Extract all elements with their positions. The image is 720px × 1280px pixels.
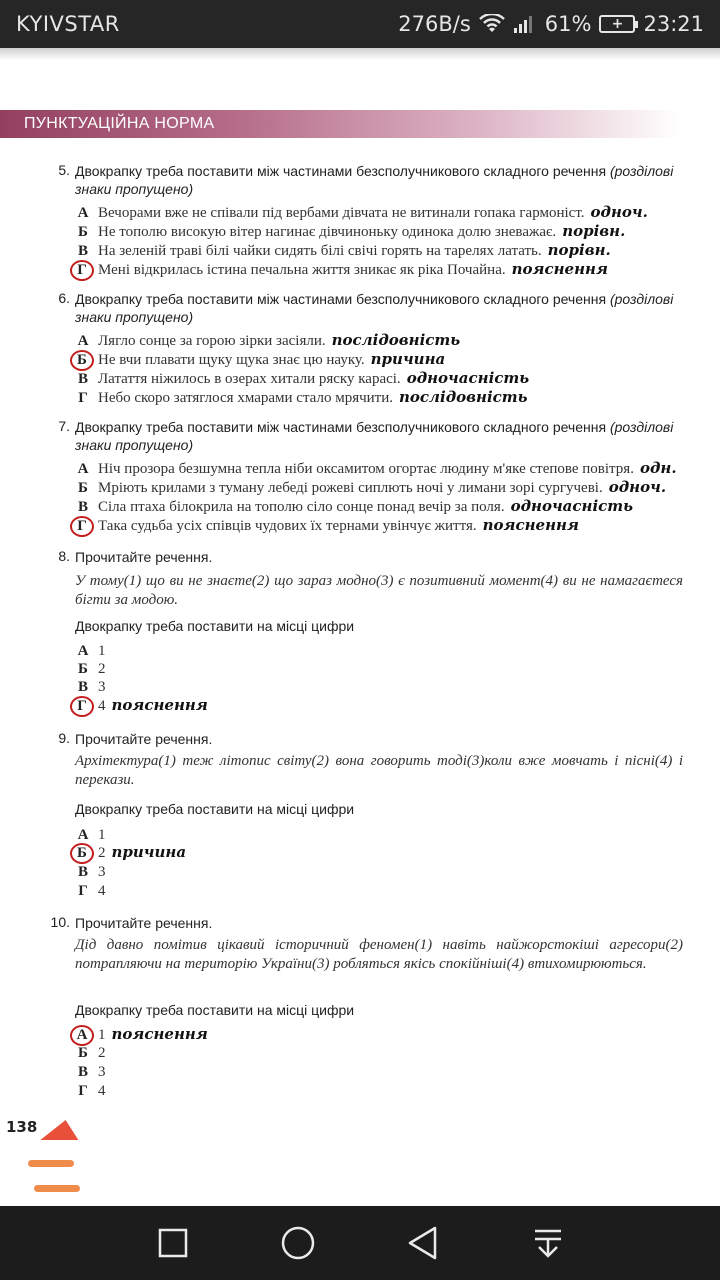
question-number: 5. <box>58 162 70 178</box>
question-note: (розділові знаки пропущено) <box>75 291 674 325</box>
battery-icon: + <box>599 15 635 33</box>
pull-down-icon <box>533 1228 563 1258</box>
circled-answer: Г <box>70 516 94 537</box>
handwritten-annotation: пояснення <box>511 260 608 278</box>
option[interactable]: Г Небо скоро затяглося хмарами стало мрячити. послідовність <box>78 388 528 406</box>
circle-icon <box>281 1226 315 1260</box>
question-text: Прочитайте речення. <box>75 549 213 565</box>
page-corner-decoration <box>40 1120 85 1140</box>
handwritten-annotation: одноч. <box>590 203 648 221</box>
option[interactable]: Б Мріють крилами з туману лебеді рожеві сиплють ночі у лимани зорі сургучеві. одноч. <box>78 478 667 496</box>
option[interactable]: Б 2 <box>78 661 106 677</box>
page-number: 138 <box>6 1118 38 1136</box>
sentence: Дід давно помітив цікавий історичний феномен(1) навіть найжорстокіші агресори(2) потрапляючи на територію України(3) робляться якісь спокійніші(4) втихомирюються. <box>75 937 683 972</box>
square-icon <box>158 1228 188 1258</box>
handwritten-annotation: одноч. <box>608 478 667 496</box>
question-number: 7. <box>58 418 70 434</box>
question-number: 9. <box>58 730 70 746</box>
handwritten-annotation: порівн. <box>547 241 611 259</box>
circled-answer: А <box>70 1025 94 1046</box>
back-button[interactable] <box>393 1213 453 1273</box>
handwritten-annotation: послідовність <box>399 388 528 406</box>
section-title: ПУНКТУАЦІЙНА НОРМА <box>0 110 680 138</box>
highlighter-mark <box>28 1160 74 1167</box>
question-number: 8. <box>58 548 70 564</box>
back-triangle-icon <box>407 1226 439 1260</box>
status-bar-shadow <box>0 48 720 60</box>
handwritten-annotation: порівн. <box>562 222 626 240</box>
option[interactable]: Г 4 <box>78 883 106 899</box>
network-speed: 276B/s <box>398 12 471 36</box>
navigation-bar <box>0 1206 720 1280</box>
circled-answer: Г <box>70 260 94 281</box>
option[interactable]: А 1 <box>77 827 106 843</box>
question-text: Двокрапку треба поставити між частинами безсполучникового складного речення (розділові знаки пропущено) <box>75 163 674 197</box>
option-selected[interactable]: Г Така судьба усіх співців чудових їх тернами увінчує життя. пояснення <box>72 516 712 535</box>
notifications-button[interactable] <box>518 1213 578 1273</box>
handwritten-annotation: пояснення <box>111 696 208 714</box>
handwritten-annotation: послідовність <box>331 331 461 349</box>
instruction: Двокрапку треба поставити на місці цифри <box>75 801 355 817</box>
home-button[interactable] <box>268 1213 328 1273</box>
carrier-name: KYIVSTAR <box>16 12 120 36</box>
handwritten-annotation: пояснення <box>482 516 579 534</box>
question-text: Двокрапку треба поставити між частинами безсполучникового складного речення (розділові знаки пропущено) <box>75 419 674 453</box>
option[interactable]: А Вечорами вже не співали під вербами дівчата не витинали гопака гармоніст. одноч. <box>77 203 648 221</box>
option[interactable]: Г 4 <box>78 1083 106 1099</box>
clock: 23:21 <box>643 12 704 36</box>
instruction: Двокрапку треба поставити на місці цифри <box>75 618 355 634</box>
option[interactable]: Б 2 <box>78 1045 106 1061</box>
circled-answer: Б <box>70 350 94 371</box>
option-selected[interactable]: Г 4 пояснення <box>72 696 712 715</box>
option-selected[interactable]: Г Мені відкрилась істина печальна життя зникає як ріка Почайна. пояснення <box>72 260 712 279</box>
instruction: Двокрапку треба поставити на місці цифри <box>75 1002 355 1018</box>
question-note: (розділові знаки пропущено) <box>75 163 674 197</box>
option-selected[interactable]: А 1 пояснення <box>72 1025 712 1044</box>
question-note: (розділові знаки пропущено) <box>75 419 674 453</box>
document-page[interactable] <box>0 60 720 1206</box>
sentence: У тому(1) що ви не знаєте(2) що зараз модно(3) є позитивний момент(4) ви не намагаєтеся бігти за модою. <box>75 573 683 608</box>
option[interactable]: А Лягло сонце за горою зірки засіяли. послідовність <box>77 331 461 349</box>
battery-level: 61% <box>544 12 592 36</box>
option[interactable]: В Сіла птаха білокрила на тополю сіло сонце понад вечір за поля. одночасність <box>77 497 634 515</box>
question-text: Двокрапку треба поставити між частинами безсполучникового складного речення (розділові знаки пропущено) <box>75 291 674 325</box>
status-bar <box>0 0 720 48</box>
option-selected[interactable]: Б 2 причина <box>72 843 712 862</box>
option[interactable]: Б Не тополю високую вітер нагинає дівчиноньку одинока долю зневажає. порівн. <box>78 222 626 240</box>
question-number: 10. <box>50 914 70 930</box>
question-text: Прочитайте речення. <box>75 915 213 931</box>
handwritten-annotation: одночасність <box>406 369 530 387</box>
highlighter-mark <box>34 1185 80 1192</box>
recents-button[interactable] <box>143 1213 203 1273</box>
status-right <box>398 12 704 36</box>
option[interactable]: А Ніч прозора безшумна тепла ніби оксамитом огортає людину м'яке степове повітря. одн. <box>77 459 677 477</box>
wifi-icon <box>479 14 505 34</box>
circled-answer: Б <box>70 843 94 864</box>
option[interactable]: А 1 <box>77 643 106 659</box>
handwritten-annotation: одн. <box>639 459 677 477</box>
handwritten-annotation: одночасність <box>510 497 634 515</box>
option[interactable]: В На зеленій траві білі чайки сидять білі свічі горять на тарелях латать. порівн. <box>77 241 611 259</box>
handwritten-annotation: причина <box>370 350 446 368</box>
question-text: Прочитайте речення. <box>75 731 213 747</box>
option[interactable]: В 3 <box>77 864 106 880</box>
sentence: Архітектура(1) теж літопис світу(2) вона говорить тоді(3)коли вже мовчать і пісні(4) і перекази. <box>75 753 683 788</box>
circled-answer: Г <box>70 696 94 717</box>
handwritten-annotation: причина <box>111 843 187 861</box>
handwritten-annotation: пояснення <box>111 1025 208 1043</box>
option[interactable]: В Латаття ніжилось в озерах хитали ряску карасі. одночасність <box>77 369 530 387</box>
option[interactable]: В 3 <box>77 679 106 695</box>
option[interactable]: В 3 <box>77 1064 106 1080</box>
question-number: 6. <box>58 290 70 306</box>
option-selected[interactable]: Б Не вчи плавати щуку щука знає цю науку. причина <box>72 350 712 369</box>
signal-icon <box>513 14 537 34</box>
